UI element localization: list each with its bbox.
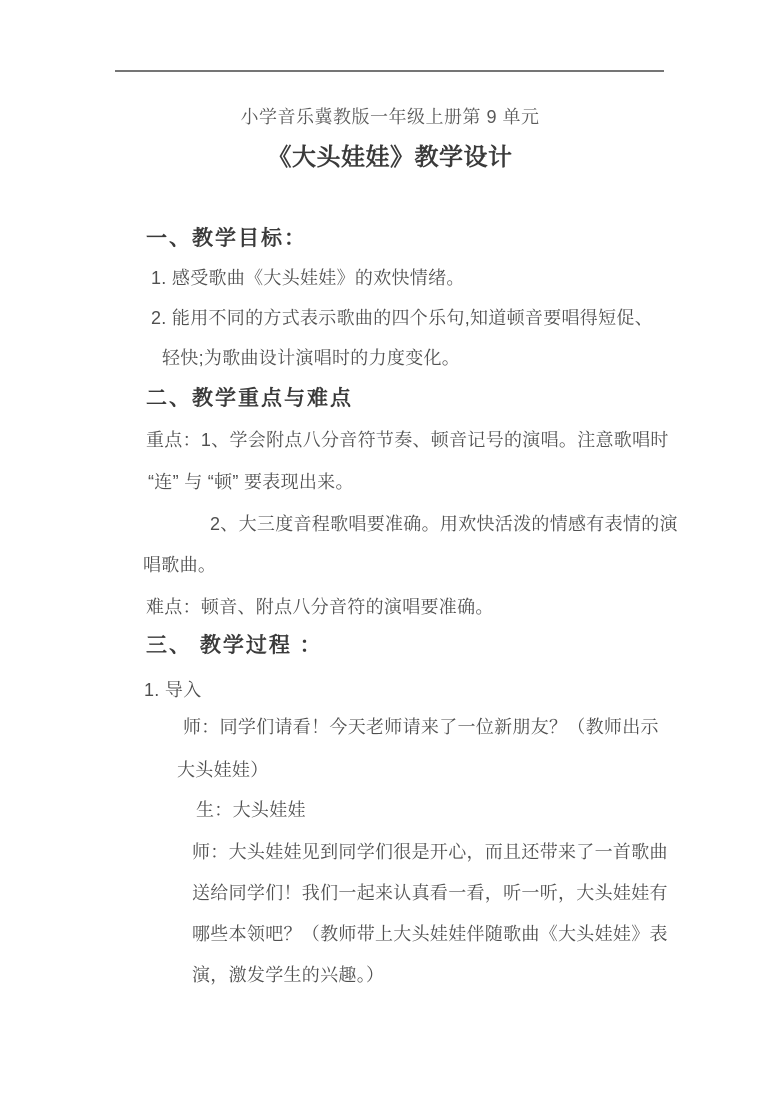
dialog-teacher-2-continuation-2: 哪些本领吧？（教师带上大头娃娃伴随歌曲《大头娃娃》表 (192, 924, 668, 944)
dialog-teacher-2: 师：大头娃娃见到同学们很是开心，而且还带来了一首歌曲 (192, 842, 668, 862)
page-title: 《大头娃娃》教学设计 (267, 144, 513, 171)
section-heading-objectives: 一、教学目标： (146, 227, 307, 250)
dialog-teacher-1-continuation: 大头娃娃） (177, 760, 269, 780)
course-info-line: 小学音乐冀教版一年级上册第 9 单元 (240, 107, 540, 127)
difficulty-point: 难点：顿音、附点八分音符的演唱要准确。 (146, 597, 494, 617)
objective-item-1: 1. 感受歌曲《大头娃娃》的欢快情绪。 (151, 268, 465, 288)
section-heading-process: 三、 教学过程 ： (146, 634, 323, 657)
section-heading-key-points: 二、教学重点与难点 (146, 387, 353, 410)
header-divider-rule (115, 70, 664, 72)
dialog-student-1: 生：大头娃娃 (196, 800, 306, 820)
key-point-2: 2、大三度音程歌唱要准确。用欢快活泼的情感有表情的演 (210, 514, 678, 534)
process-step-1-intro: 1. 导入 (144, 680, 202, 700)
objective-item-2: 2. 能用不同的方式表示歌曲的四个乐句,知道顿音要唱得短促、 (151, 308, 654, 328)
key-point-1-continuation: “连” 与 “顿” 要表现出来。 (148, 472, 354, 492)
objective-item-2-continuation: 轻快;为歌曲设计演唱时的力度变化。 (162, 348, 461, 368)
dialog-teacher-2-continuation-3: 演，激发学生的兴趣。） (192, 965, 385, 985)
key-point-2-continuation: 唱歌曲。 (143, 555, 217, 575)
dialog-teacher-2-continuation-1: 送给同学们！我们一起来认真看一看，听一听，大头娃娃有 (192, 883, 668, 903)
key-point-1: 重点：1、学会附点八分音符节奏、顿音记号的演唱。注意歌唱时 (146, 430, 669, 450)
dialog-teacher-1: 师：同学们请看！今天老师请来了一位新朋友？（教师出示 (183, 717, 659, 737)
